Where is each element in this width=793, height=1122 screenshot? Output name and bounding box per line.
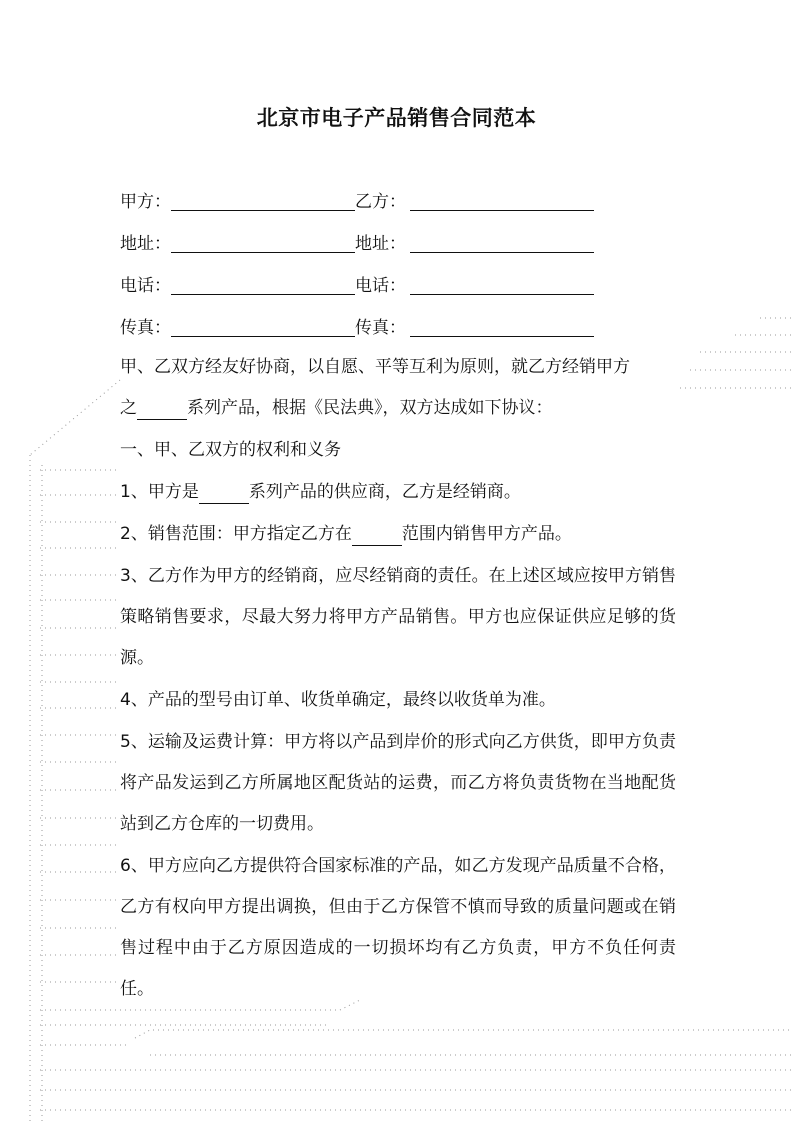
party-b-fax-blank [410, 316, 594, 337]
party-a-address-label: 地址： [120, 234, 171, 254]
party-a-phone-label: 电话： [120, 276, 171, 296]
intro-line-2-end: 系列产品，根据《民法典》，双方达成如下协议： [187, 398, 553, 418]
party-b-phone-blank [410, 274, 594, 295]
party-b-address-blank [410, 232, 594, 253]
intro-line-2-start: 之 [120, 398, 137, 418]
party-a-fax-blank [171, 316, 355, 337]
clause-1 [120, 472, 676, 513]
page-title: 北京市电子产品销售合同范本 [256, 106, 537, 130]
party-row-fax [120, 313, 594, 343]
intro-line-1: 甲、乙双方经友好协商，以自愿、平等互利为原则，就乙方经销甲方 [120, 357, 630, 377]
clause-5: 5、运输及运费计算：甲方将以产品到岸价的形式向乙方供货，即甲方负责将产品发运到乙方所属地区配货站的运费，而乙方将负责货物在当地配货站到乙方仓库的一切费用。 [120, 732, 676, 834]
intro-paragraph [120, 347, 676, 429]
party-row-address [120, 229, 594, 259]
party-b-fax-label: 传真： [355, 318, 406, 338]
clause-3: 3、乙方作为甲方的经销商，应尽经销商的责任。在上述区域应按甲方销售策略销售要求，尽最大努力将甲方产品销售。甲方也应保证供应足够的货源。 [120, 566, 676, 668]
clause-6: 6、甲方应向乙方提供符合国家标准的产品，如乙方发现产品质量不合格，乙方有权向甲方提出调换，但由于乙方保管不慎而导致的质量问题或在销售过程中由于乙方原因造成的一切损坏均有乙方负责，甲方不负任何责任。 [120, 856, 676, 999]
clause-2-end: 范围内销售甲方产品。 [401, 524, 572, 544]
clause-4: 4、产品的型号由订单、收货单确定，最终以收货单为准。 [120, 690, 556, 710]
party-a-name-label: 甲方： [120, 192, 171, 212]
party-row-name [120, 187, 594, 217]
party-a-fax-label: 传真： [120, 318, 171, 338]
party-b-name-blank [410, 190, 594, 211]
party-b-address-label: 地址： [355, 234, 406, 254]
clause-2 [120, 514, 676, 555]
clause-1-end: 系列产品的供应商，乙方是经销商。 [248, 482, 521, 502]
clause-1-start: 1、甲方是 [120, 482, 199, 502]
party-b-phone-label: 电话： [355, 276, 406, 296]
supplier-series-blank [199, 485, 249, 504]
party-row-phone [120, 271, 594, 301]
party-a-phone-blank [171, 274, 355, 295]
clause-2-start: 2、销售范围：甲方指定乙方在 [120, 524, 352, 544]
party-b-name-label: 乙方： [355, 192, 406, 212]
section-heading: 一、甲、乙双方的权利和义务 [120, 440, 341, 460]
product-series-blank [137, 401, 187, 420]
party-a-address-blank [171, 232, 355, 253]
party-a-name-blank [171, 190, 355, 211]
sales-region-blank [352, 527, 402, 546]
